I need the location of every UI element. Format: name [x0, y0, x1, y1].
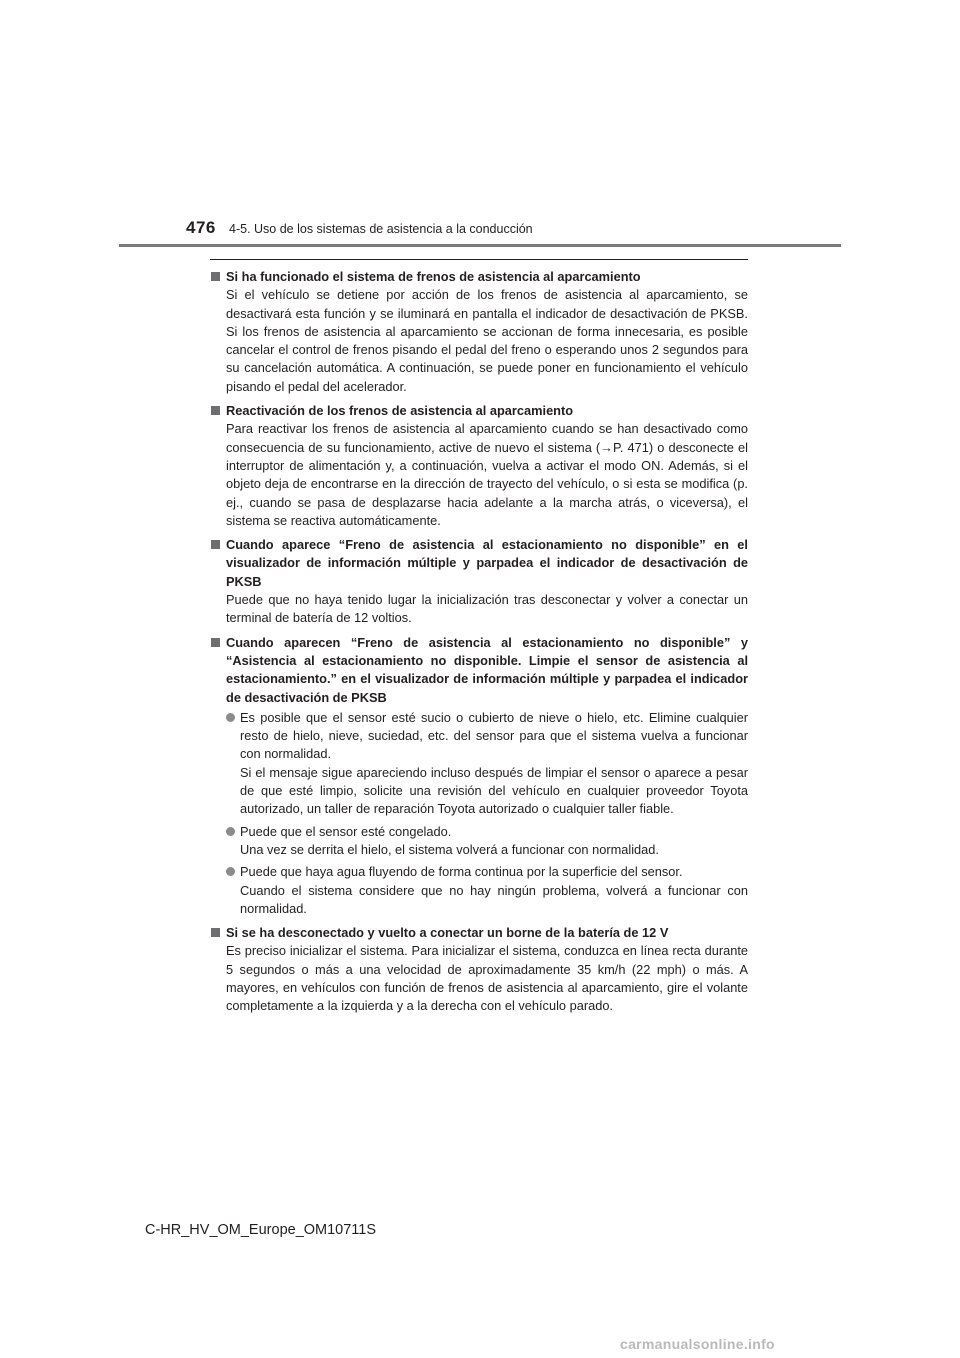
list-item-text: Puede que el sensor esté congelado.	[240, 823, 452, 839]
section-heading-text: Si ha funcionado el sistema de frenos de asistencia al aparcamiento	[226, 269, 641, 284]
section-heading-text: Si se ha desconectado y vuelto a conectar un borne de la batería de 12 V	[226, 925, 669, 941]
section-paragraph: Si el vehículo se detiene por acción de los frenos de asistencia al aparcamiento, se desactivará esta función y se iluminará en pantalla el indicador de desactivación de PKSB. Si los frenos de asistencia al aparcamiento se accionan de forma innecesaria, es posible cancelar el control de frenos pisando el pedal del freno o esperando unos 2 segundos para su cancelación automática. A continuación, se puede poner en funcionamiento el vehículo pisando el pedal del acelerador.	[226, 287, 748, 394]
circle-bullet-icon	[226, 713, 235, 722]
section-heading	[210, 402, 748, 420]
circle-bullet-icon	[226, 867, 235, 876]
list-item	[226, 863, 748, 918]
content-top-divider	[210, 259, 748, 260]
header-divider	[119, 244, 841, 247]
square-bullet-icon	[211, 406, 220, 415]
section-heading	[210, 536, 748, 591]
section-reactivation	[210, 402, 748, 530]
list-item	[226, 823, 748, 860]
page-content	[210, 268, 748, 1022]
list-item-text: Puede que haya agua fluyendo de forma continua por la superficie del sensor.	[240, 864, 683, 880]
section-heading-text: Reactivación de los frenos de asistencia al aparcamiento	[226, 403, 574, 419]
section-heading-text: Cuando aparecen “Freno de asistencia al estacionamiento no disponible” y “Asistencia al estacionamiento no disponible. Limpie el sensor de asistencia al estacionamiento.” en el visualizador de información múltiple y parpadea el indicador de desactivación de PKSB	[226, 634, 748, 705]
section-clean-sensor-message	[210, 634, 748, 918]
list-item-text: Si el mensaje sigue apareciendo incluso después de limpiar el sensor o aparece a pesar de que esté limpio, solicite una revisión del vehículo en cualquier proveedor Toyota autorizado, un taller de reparación Toyota autorizado o cualquier taller fiable.	[240, 764, 748, 817]
square-bullet-icon	[211, 540, 220, 549]
square-bullet-icon	[211, 638, 220, 647]
section-paragraph: Es preciso inicializar el sistema. Para inicializar el sistema, conduzca en línea recta durante 5 segundos o más a una velocidad de aproximadamente 35 km/h (22 mph) o más. A mayores, en vehículos con función de frenos de asistencia al aparcamiento, gire el volante completamente a la izquierda y a la derecha con el vehículo parado.	[226, 943, 748, 1014]
section-heading	[210, 268, 748, 286]
section-title: 4-5. Uso de los sistemas de asistencia a la conducción	[229, 222, 533, 236]
section-paragraph: Puede que no haya tenido lugar la inicialización tras desconectar y volver a conectar un terminal de batería de 12 voltios.	[226, 592, 748, 626]
section-brake-unavailable-message	[210, 536, 748, 627]
square-bullet-icon	[211, 928, 220, 937]
section-heading-text: Cuando aparece “Freno de asistencia al estacionamiento no disponible” en el visualizador de información múltiple y parpadea el indicador de desactivación de PKSB	[226, 537, 748, 589]
list-item-text: Una vez se derrita el hielo, el sistema volverá a funcionar con normalidad.	[240, 841, 659, 857]
section-parking-brake-operated	[210, 268, 748, 396]
section-heading	[210, 924, 748, 942]
list-item-text: Es posible que el sensor esté sucio o cubierto de nieve o hielo, etc. Elimine cualquier resto de hielo, nieve, suciedad, etc. del sensor para que el sistema vuelva a funcionar con normalidad.	[240, 709, 748, 762]
circle-bullet-icon	[226, 827, 235, 836]
list-item-text: Cuando el sistema considere que no hay ningún problema, volverá a funcionar con normalidad.	[240, 882, 748, 916]
square-bullet-icon	[211, 272, 220, 281]
section-battery-reconnected	[210, 924, 748, 1015]
section-heading	[210, 634, 748, 707]
page-number: 476	[186, 218, 216, 237]
document-code: C-HR_HV_OM_Europe_OM10711S	[145, 1222, 377, 1238]
watermark[interactable]: carmanualsonline.info	[620, 1336, 775, 1352]
list-item	[226, 709, 748, 819]
section-paragraph: Para reactivar los frenos de asistencia al aparcamiento cuando se han desactivado como consecuencia de su funcionamiento, active de nuevo el sistema (→P. 471) o desconecte el interruptor de alimentación y, a continuación, vuelva a activar el modo ON. Además, si el objeto deja de encontrarse en la dirección de trayecto del vehículo, o si esta se modifica (p. ej., cuando se pasa de desplazarse hacia adelante a la marcha atrás, o viceversa), el sistema se reactiva automáticamente.	[226, 421, 748, 528]
